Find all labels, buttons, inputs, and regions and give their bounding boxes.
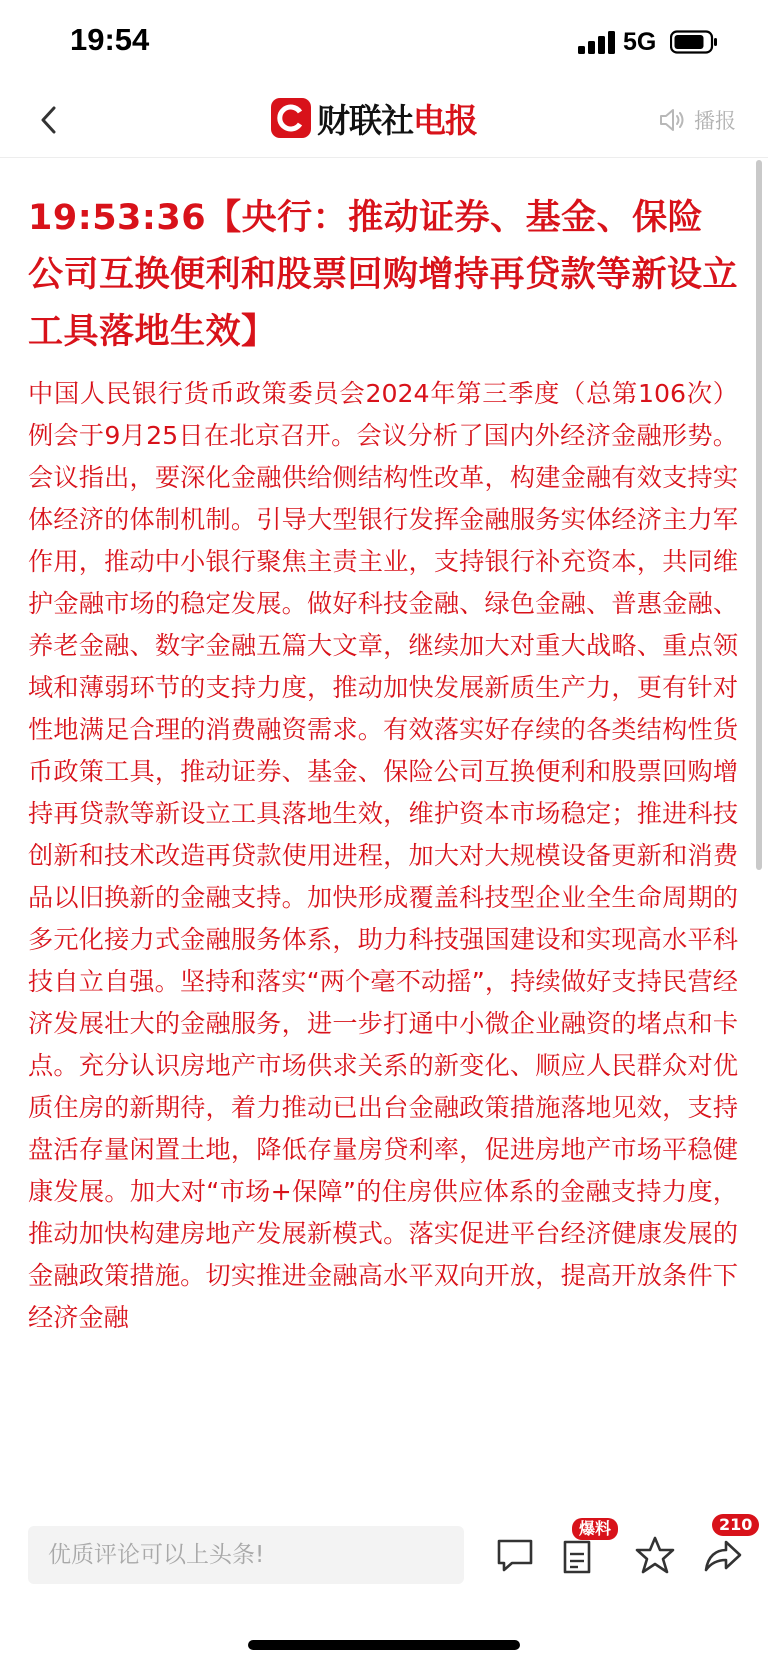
status-bar [0, 0, 768, 84]
home-indicator[interactable] [248, 1640, 520, 1650]
comment-input[interactable] [28, 1526, 464, 1584]
share-count-badge: 210 [712, 1514, 759, 1536]
star-icon[interactable] [632, 1532, 678, 1578]
network-type: 5G [623, 28, 657, 56]
status-time: 19:54 [70, 22, 150, 57]
speaker-icon [658, 107, 688, 133]
broadcast-label: 播报 [694, 109, 736, 133]
scrollbar[interactable] [756, 160, 762, 870]
article-body: 中国人民银行货币政策委员会2024年第三季度（总第106次）例会于9月25日在北京召开。会议分析了国内外经济金融形势。会议指出，要深化金融供给侧结构性改革，构建金融有效支持实体经济的体制机制。引导大型银行发挥金融服务实体经济主力军作用，推动中小银行聚焦主责主业，支持银行补充资本，共同维护金融市场的稳定发展。做好科技金融、绿色金融、普惠金融、养老金融、数字金融五篇大文章，继续加大对重大战略、重点领域和薄弱环节的支持力度，推动加快发展新质生产力，更有针对性地满足合理的消费融资需求。有效落实好存续的各类结构性货币政策工具，推动证券、基金、保险公司互换便利和股票回购增持再贷款等新设立工具落地生效，维护资本市场稳定；推进科技创新和技术改造再贷款使用进程，加大对大规模设备更新和消费品以旧换新的金融支持。加快形成覆盖科技型企业全生命周期的多元化接力式金融服务体系，助力科技强国建设和实现高水平科技自立自强。坚持和落实“两个毫不动摇”，持续做好支持民营经济发展壮大的金融服务，进一步打通中小微企业融资的堵点和卡点。充分认识房地产市场供求关系的新变化、顺应人民群众对优质住房的新期待，着力推动已出台金融政策措施落地见效，支持盘活存量闲置土地，降低存量房贷利率，促进房地产市场平稳健康发展。加大对“市场+保障”的住房供应体系的金融支持力度，推动加快构建房地产发展新模式。落实促进平台经济健康发展的金融政策措施。切实推进金融高水平双向开放，提高开放条件下经济金融 [28, 379, 738, 1332]
comment-icon[interactable] [492, 1532, 538, 1578]
logo-text-dianbao: 电报 [413, 100, 477, 140]
article-headline: 19:53:36【央行：推动证券、基金、保险公司互换便利和股票回购增持再贷款等新设立工具落地生效】 [28, 198, 738, 352]
logo-c-mark-icon [276, 103, 306, 133]
share-icon [700, 1532, 746, 1578]
logo-c-badge [271, 98, 311, 138]
battery-icon [670, 30, 718, 54]
report-button[interactable] [556, 1519, 612, 1578]
article-content[interactable] [28, 190, 738, 1508]
cls-logo [271, 95, 477, 141]
bottom-action-bar [0, 1508, 768, 1662]
logo-text-cailianshe: 财联社 [317, 100, 413, 140]
share-button[interactable] [700, 1515, 753, 1578]
top-navigation-bar [0, 84, 768, 158]
report-badge: 爆料 [572, 1518, 618, 1540]
signal-strength-icon [578, 30, 618, 54]
chevron-left-icon[interactable] [28, 98, 72, 142]
broadcast-button[interactable] [658, 104, 736, 136]
